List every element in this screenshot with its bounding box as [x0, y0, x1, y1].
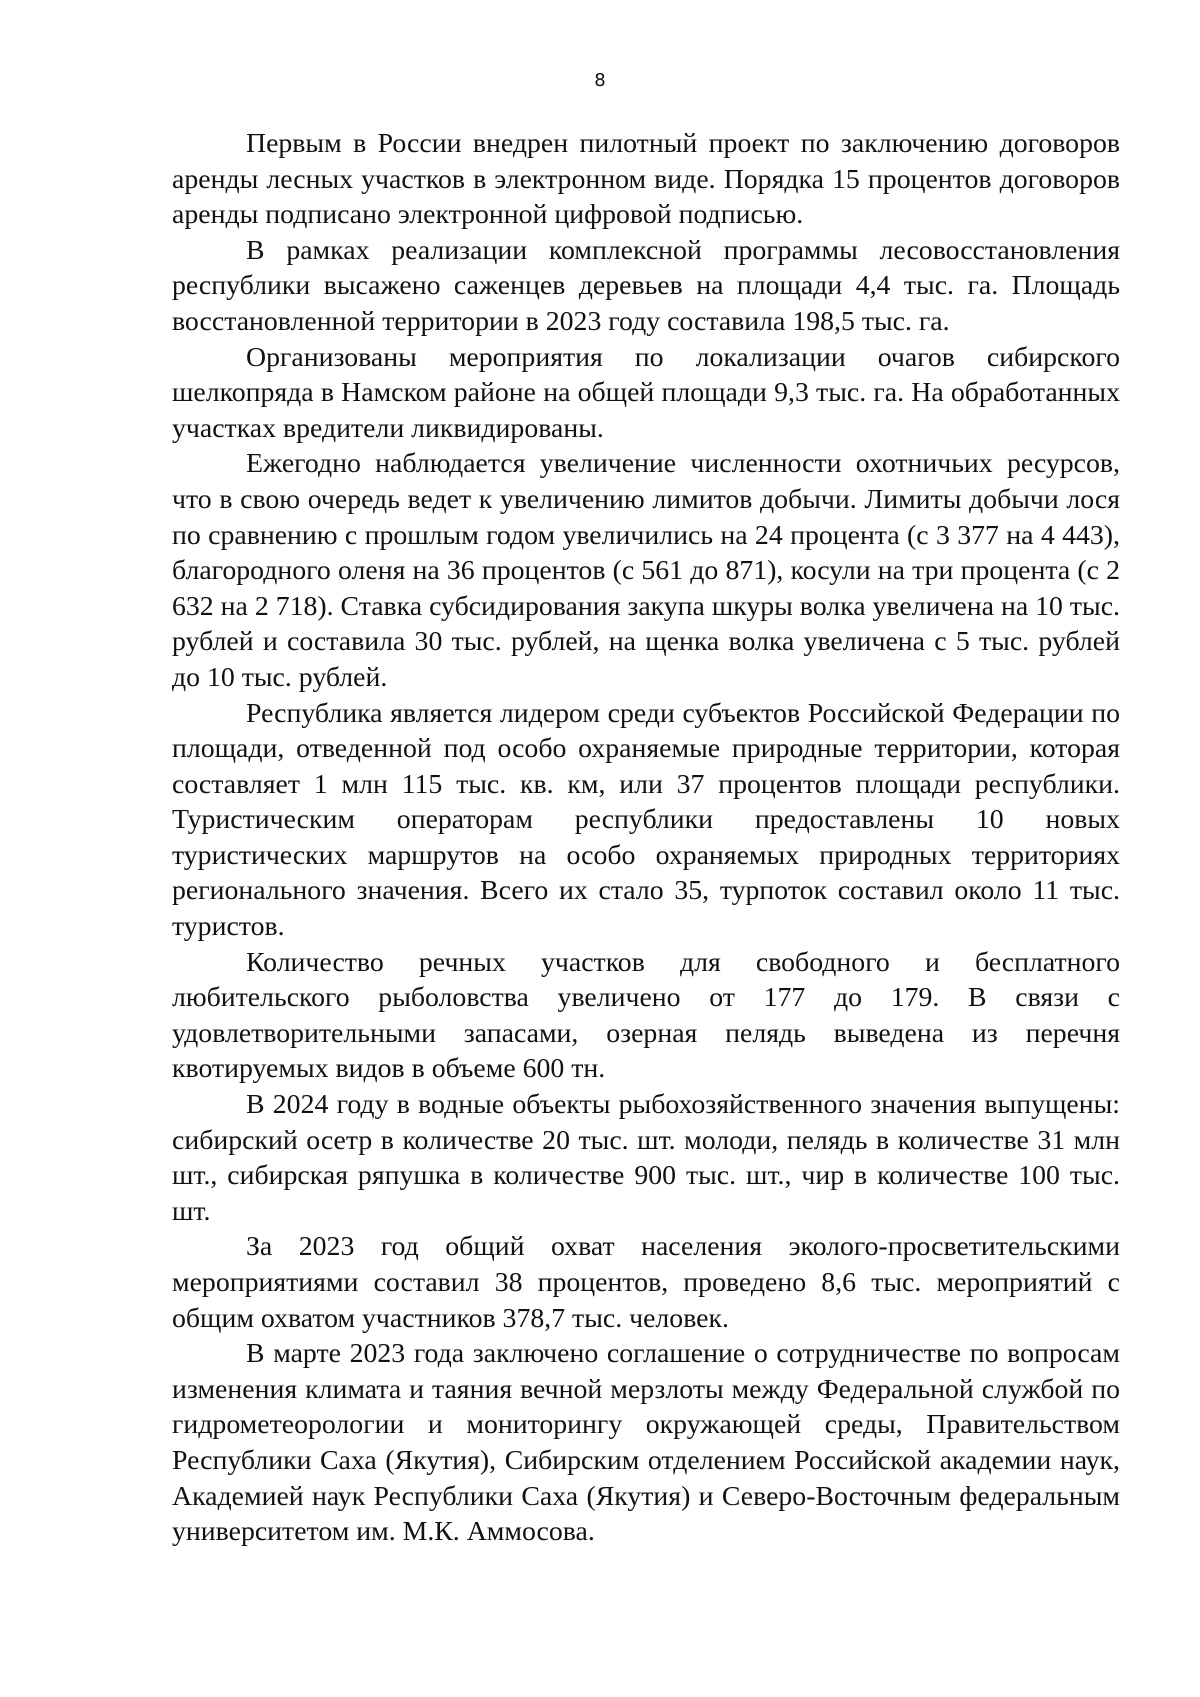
paragraph-forest-lease: Первым в России внедрен пилотный проект по заключению договоров аренды лесных участков в электронном виде. Порядка 15 процентов договоров аренды подписано электронной цифровой подписью. [172, 128, 1120, 231]
paragraph-protected-areas: Республика является лидером среди субъектов Российской Федерации по площади, отведенной под особо охраняемые природные территории, которая составляет 1 млн 115 тыс. кв. км, или 37 процентов площади республики. Туристическим операторам республики предоставлены 10 новых туристических маршрутов на особо охраняемых природных территориях регионального значения. Всего их стало 35, турпоток составил около 11 тыс. туристов. [172, 697, 1120, 943]
paragraph-reforestation: В рамках реализации комплексной программы лесовосстановления республики высажено саженцев деревьев на площади 4,4 тыс. га. Площадь восстановленной территории в 2023 году составила 198,5 тыс. га. [172, 234, 1120, 337]
paragraph-silkworm: Организованы мероприятия по локализации очагов сибирского шелкопряда в Намском районе на общей площади 9,3 тыс. га. На обработанных участках вредители ликвидированы. [172, 341, 1120, 444]
paragraph-fish-release: В 2024 году в водные объекты рыбохозяйственного значения выпущены: сибирский осетр в количестве 20 тыс. шт. молоди, пелядь в количестве 31 млн шт., сибирская ряпушка в количестве 900 тыс. шт., чир в количестве 100 тыс. шт. [172, 1089, 1120, 1227]
document-body [172, 126, 1120, 1550]
paragraph-fishing-plots: Количество речных участков для свободного и бесплатного любительского рыболовства увеличено от 177 до 179. В связи с удовлетворительными запасами, озерная пелядь выведена из перечня квотируемых видов в объеме 600 тн. [172, 946, 1120, 1085]
paragraph-eco-education: За 2023 год общий охват населения эколого-просветительскими мероприятиями составил 38 процентов, проведено 8,6 тыс. мероприятий с общим охватом участников 378,7 тыс. человек. [172, 1231, 1120, 1334]
paragraph-hunting-resources: Ежегодно наблюдается увеличение численности охотничьих ресурсов, что в свою очередь ведет к увеличению лимитов добычи. Лимиты добычи лося по сравнению с прошлым годом увеличились на 24 процента (с 3 377 на 4 443), благородного оленя на 36 процентов (с 561 до 871), косули на три процента (с 2 632 на 2 718). Ставка субсидирования закупа шкуры волка увеличена на 10 тыс. рублей и составила 30 тыс. рублей, на щенка волка увеличена с 5 тыс. рублей до 10 тыс. рублей. [172, 448, 1120, 693]
paragraph-climate-agreement: В марте 2023 года заключено соглашение о сотрудничестве по вопросам изменения климата и таяния вечной мерзлоты между Федеральной службой по гидрометеорологии и мониторингу окружающей среды, Правительством Республики Саха (Якутия), Сибирским отделением Российской академии наук, Академией наук Республики Саха (Якутия) и Северо-Восточным федеральным университетом им. М.К. Аммосова. [172, 1338, 1120, 1548]
page-number: 8 [594, 70, 606, 91]
